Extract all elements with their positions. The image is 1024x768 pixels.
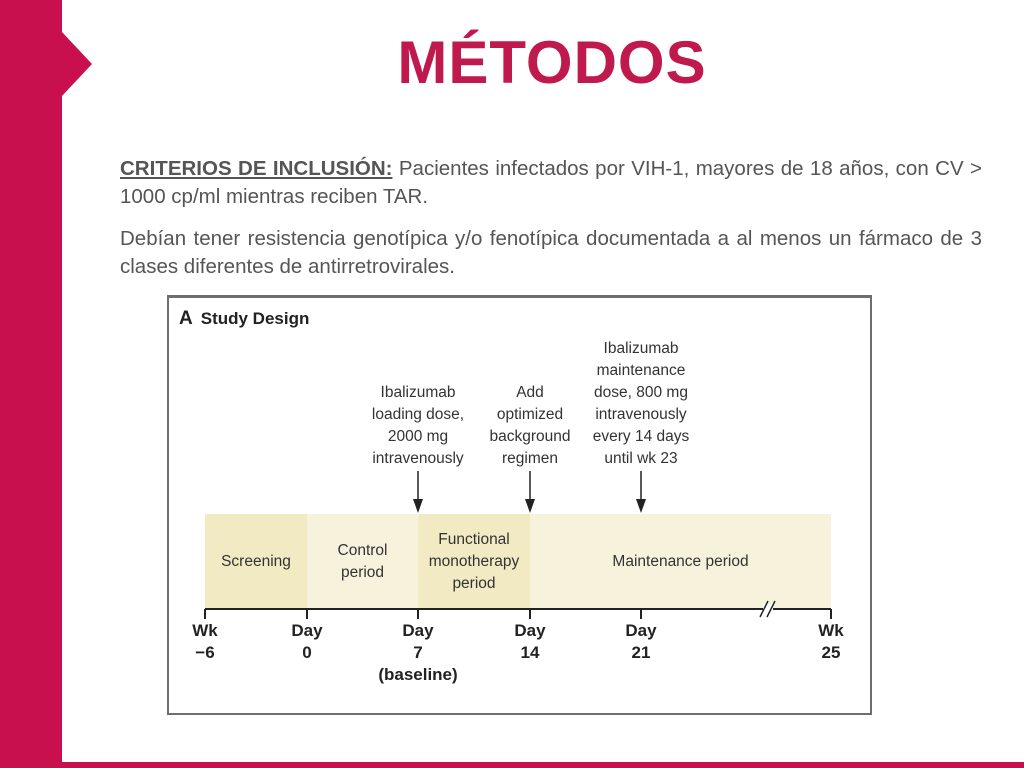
- annotation-line: every 14 days: [592, 428, 690, 445]
- annotation-line: background: [489, 428, 571, 445]
- tick-label-line: 25: [821, 643, 841, 662]
- tick-label-line: 14: [520, 643, 540, 662]
- annotation-line: intravenously: [595, 406, 687, 423]
- tick-label-line: Wk: [818, 621, 844, 640]
- period-label-line: Control: [337, 541, 388, 559]
- tick-label-wk25: [796, 620, 866, 664]
- period-label-line: monotherapy: [428, 552, 520, 570]
- figure-title: [179, 308, 309, 330]
- annotation-line: Ibalizumab: [603, 340, 679, 357]
- period-screening: [205, 514, 307, 609]
- figure-title-text: Study Design: [200, 309, 310, 328]
- figure-panel-letter: A: [179, 308, 193, 329]
- inclusion-criteria-text: Pacientes infectados por VIH-1, mayores de 18 años, con CV > 1000 cp/ml mientras reciben TAR.: [120, 157, 982, 208]
- period-label-line: Functional: [438, 530, 510, 548]
- resistance-paragraph: Debían tener resistencia genotípica y/o fenotípica documentada a al menos un fármaco de 3 clases diferentes de antirretrovirales.: [120, 227, 982, 278]
- tick-label-day21: [606, 620, 676, 664]
- annotation-line: maintenance: [596, 362, 686, 379]
- annotation-add-obr: [475, 382, 585, 470]
- period-label-line: period: [452, 574, 496, 592]
- inclusion-criteria-paragraph: [120, 155, 982, 211]
- tick-label-line: 7: [413, 643, 423, 662]
- bottom-accent-bar: [0, 762, 1024, 768]
- period-label-line: Screening: [221, 552, 291, 570]
- inclusion-criteria-label: CRITERIOS DE INCLUSIÓN:: [120, 157, 393, 180]
- annotation-line: optimized: [496, 406, 564, 423]
- annotation-line: regimen: [502, 450, 558, 467]
- tick-label-line: Day: [402, 621, 434, 640]
- period-functional-monotherapy: [418, 514, 530, 609]
- tick-label-line: (baseline): [378, 665, 458, 684]
- period-label-line: period: [340, 563, 385, 581]
- annotation-loading-dose: [353, 382, 483, 470]
- annotation-line: dose, 800 mg: [594, 384, 688, 401]
- tick-label-line: Day: [514, 621, 546, 640]
- annotation-line: Ibalizumab: [380, 384, 456, 401]
- annotation-maintenance-dose: [571, 338, 711, 470]
- tick-label-wk-neg6: [170, 620, 240, 664]
- period-maintenance: [530, 514, 831, 609]
- tick-label-line: 0: [302, 643, 312, 662]
- tick-label-line: Day: [291, 621, 323, 640]
- slide-title: MÉTODOS: [397, 29, 707, 96]
- tick-label-line: Day: [625, 621, 657, 640]
- tick-label-day0: [272, 620, 342, 664]
- period-control: [307, 514, 418, 609]
- tick-label-line: 21: [631, 643, 651, 662]
- tick-label-line: −6: [195, 643, 215, 662]
- study-design-figure: [167, 295, 872, 715]
- tick-label-day7-baseline: [368, 620, 468, 686]
- annotation-line: Add: [516, 384, 544, 401]
- annotation-line: loading dose,: [371, 406, 465, 423]
- annotation-line: until wk 23: [604, 450, 678, 467]
- period-label-line: Maintenance period: [612, 552, 749, 570]
- annotation-line: intravenously: [372, 450, 464, 467]
- annotation-line: 2000 mg: [387, 428, 449, 445]
- tick-label-line: Wk: [192, 621, 218, 640]
- tick-label-day14: [495, 620, 565, 664]
